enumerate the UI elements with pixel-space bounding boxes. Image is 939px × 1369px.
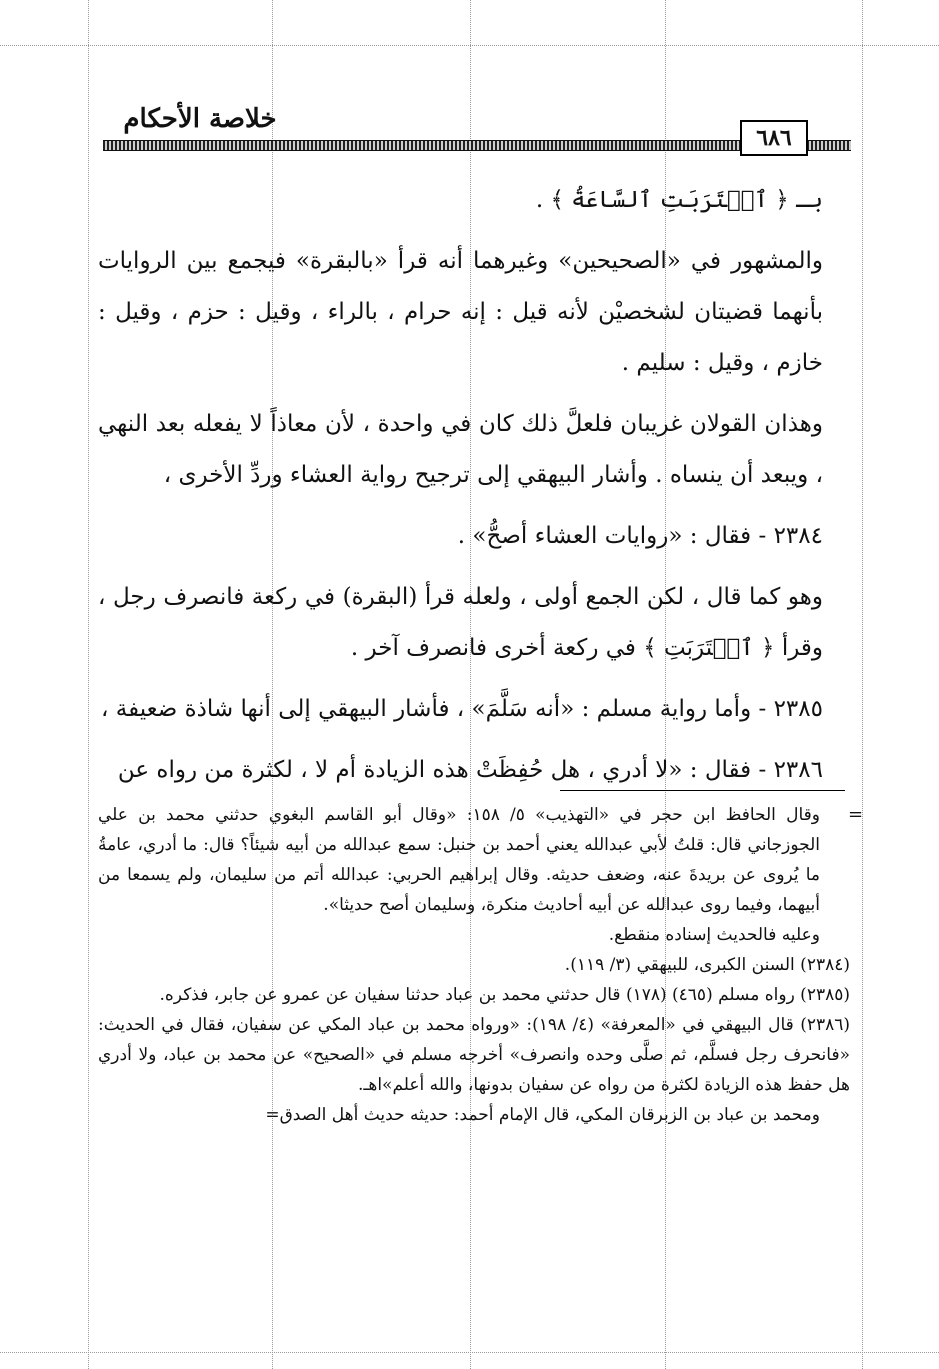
footnote-item: وعليه فالحديث إسناده منقطع.	[608, 925, 820, 945]
book-title: خلاصة الأحكام	[123, 104, 277, 134]
body-paragraph: بـ ﴿ ٱقۡتَرَبَتِ ٱلسَّاعَةُ ﴾ .	[535, 187, 823, 213]
footnote-item: وقال الحافظ ابن حجر في «التهذيب» ٥/ ١٥٨: «وقال أبو القاسم البغوي حدثني محمد بن علي الجوزجاني قال: قلتُ لأبي عبدالله يعني أحمد بن حنبل: سمع عبدالله من أبيه شيئاً؟ قال: ما أدري، عامةُ ما يُروى عن بريدةَ عنه، وضعف حديثه. وقال إبراهيم الحربي: عبدالله أتم من سليمان، ولم يسمعا من أبيهما، وفيما روى عبدالله عن أبيه أحاديث منكرة، وسليمان أصح حديثا».	[98, 805, 820, 915]
continuation-mark: =	[848, 804, 864, 825]
grid-line	[0, 1352, 939, 1353]
grid-line	[88, 0, 89, 1369]
footnote-item: (٢٣٨٤) السنن الكبرى، للبيهقي (٣/ ١١٩).	[564, 955, 850, 975]
body-paragraph: ٢٣٨٤ - فقال : «روايات العشاء أصحُّ» .	[457, 523, 823, 549]
footnote-item: (٢٣٨٦) قال البيهقي في «المعرفة» (٤/ ١٩٨): «ورواه محمد بن عباد المكي عن سفيان، فقال في الحديث: «فانحرف رجل فسلَّم، ثم صلَّى وحده وانصرف» أخرجه مسلم في «الصحيح» عن محمد بن عباد، ولا أدري هل حفظ هذه الزيادة لكثرة من رواه عن سفيان بدونها، والله أعلم»اهـ.	[98, 1015, 851, 1095]
body-paragraph: والمشهور في «الصحيحين» وغيرهما أنه قرأ «بالبقرة» فيجمع بين الروايات بأنهما قضيتان لشخصيْن لأنه قيل : إنه حرام ، بالراء ، وقيل : حزم ، وقيل : خازم ، وقيل : سليم .	[98, 248, 823, 376]
header-rule	[103, 140, 851, 151]
grid-line	[0, 45, 939, 46]
page-number: ٦٨٦	[740, 120, 808, 156]
body-paragraph: وهو كما قال ، لكن الجمع أولى ، ولعله قرأ (البقرة) في ركعة فانصرف رجل ، وقرأ ﴿ ٱقۡتَرَبَتِ ﴾ في ركعة أخرى فانصرف آخر .	[98, 584, 823, 661]
footnotes	[98, 800, 850, 1130]
body-paragraph: ٢٣٨٦ - فقال : «لا أدري ، هل حُفِظَتْ هذه الزيادة أم لا ، لكثرة من رواه عن	[117, 757, 823, 783]
grid-line	[862, 0, 863, 1369]
body-paragraph: وهذان القولان غريبان فلعلَّ ذلك كان في واحدة ، لأن معاذاً لا يفعله بعد النهي ، ويبعد أن ينساه . وأشار البيهقي إلى ترجيح رواية العشاء وردِّ الأخرى ،	[98, 411, 823, 488]
main-text	[98, 175, 823, 806]
footnote-item: ومحمد بن عباد بن الزبرقان المكي، قال الإمام أحمد: حديثه حديث أهل الصدق=	[265, 1105, 820, 1125]
footnote-item: (٢٣٨٥) رواه مسلم (٤٦٥) (١٧٨) قال حدثني محمد بن عباد حدثنا سفيان عن عمرو عن جابر، فذكره.	[159, 985, 850, 1005]
body-paragraph: ٢٣٨٥ - وأما رواية مسلم : «أنه سَلَّمَ» ، فأشار البيهقي إلى أنها شاذة ضعيفة ،	[101, 696, 823, 722]
footnote-separator	[560, 790, 845, 791]
